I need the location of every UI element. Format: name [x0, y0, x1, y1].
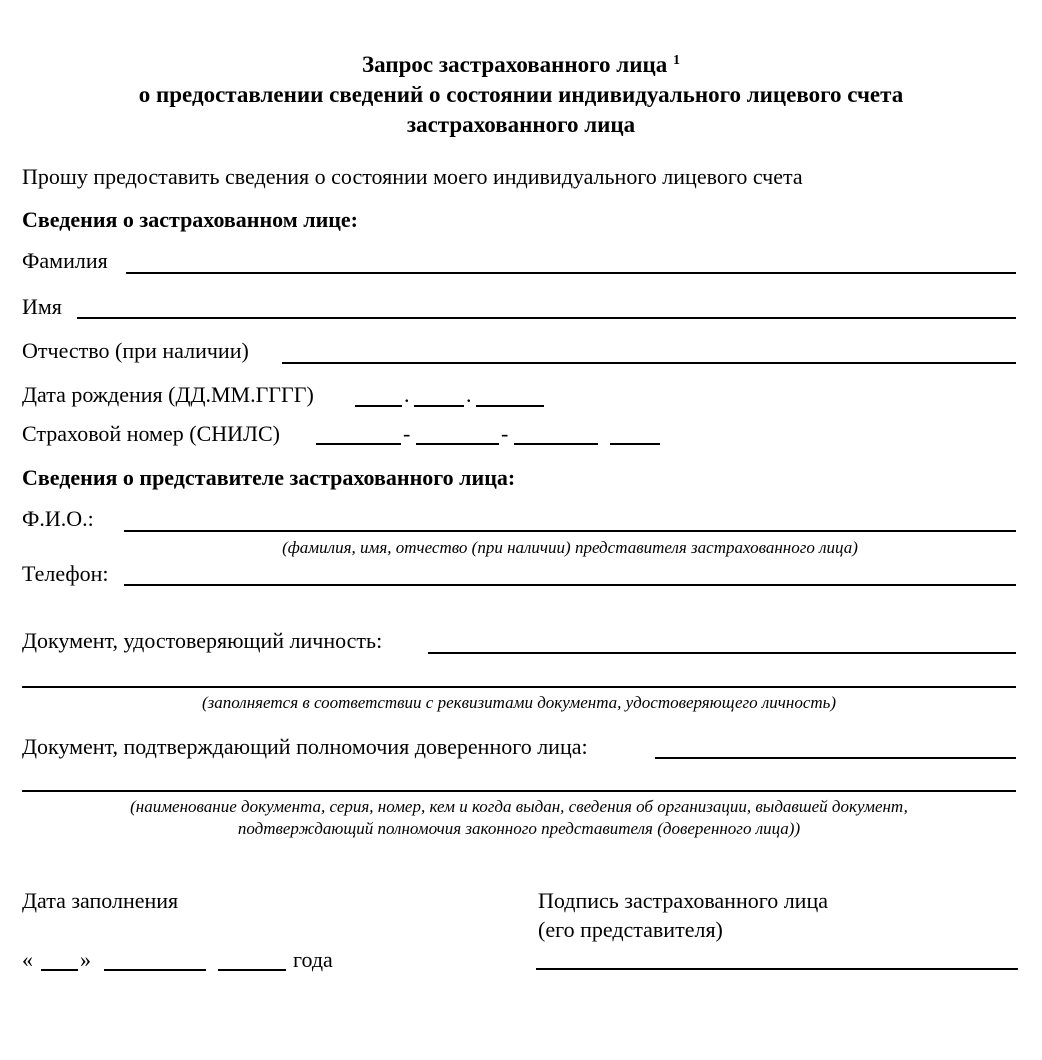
snils-part-2-field[interactable]	[416, 443, 499, 445]
birth-year-field[interactable]	[476, 405, 544, 407]
form-title-line-2: о предоставлении сведений о состоянии индивидуального лицевого счета	[138, 82, 904, 107]
form-title-line-1	[0, 50, 1042, 80]
snils-separator: -	[403, 421, 411, 446]
phone-label: Телефон:	[22, 561, 109, 586]
fill-date-label: Дата заполнения	[22, 888, 179, 913]
signature-field[interactable]	[536, 968, 1018, 970]
fill-day-field[interactable]	[41, 969, 78, 971]
fio-hint: (фамилия, имя, отчество (при наличии) представителя застрахованного лица)	[282, 538, 858, 557]
representative-heading: Сведения о представителе застрахованного лица:	[22, 465, 516, 490]
id-document-label: Документ, удостоверяющий личность:	[22, 628, 383, 653]
id-document-hint: (заполняется в соответствии с реквизитами документа, удостоверяющего личность)	[201, 693, 837, 712]
snils-part-1-field[interactable]	[316, 443, 401, 445]
birth-day-field[interactable]	[355, 405, 402, 407]
intro-text: Прошу предоставить сведения о состоянии моего индивидуального лицевого счета	[22, 164, 803, 189]
fill-month-field[interactable]	[104, 969, 206, 971]
snils-checksum-field[interactable]	[610, 443, 660, 445]
footnote-mark: 1	[672, 53, 680, 68]
snils-part-3-field[interactable]	[514, 443, 598, 445]
birth-date-separator: .	[404, 382, 410, 407]
id-document-field-continuation[interactable]	[22, 686, 1016, 688]
authority-document-hint-line-2: подтверждающий полномочия законного представителя (доверенного лица))	[237, 819, 801, 838]
date-quote-close: »	[80, 947, 91, 972]
fio-label: Ф.И.О.:	[22, 506, 94, 531]
authority-document-hint-line-1: (наименование документа, серия, номер, кем и когда выдан, сведения об организации, выдавшей документ,	[130, 797, 908, 816]
last-name-field[interactable]	[126, 272, 1016, 274]
signature-label-line-1: Подпись застрахованного лица	[538, 888, 828, 913]
birth-month-field[interactable]	[414, 405, 464, 407]
birth-date-label: Дата рождения (ДД.ММ.ГГГГ)	[22, 382, 314, 407]
first-name-field[interactable]	[77, 317, 1016, 319]
signature-label-line-2: (его представителя)	[538, 917, 723, 942]
authority-document-field[interactable]	[655, 757, 1016, 759]
form-title-line-3: застрахованного лица	[406, 112, 636, 137]
authority-document-field-continuation[interactable]	[22, 790, 1016, 792]
snils-label: Страховой номер (СНИЛС)	[22, 421, 280, 446]
form-title: Запрос застрахованного лица	[362, 52, 668, 77]
year-word: года	[293, 947, 333, 972]
authority-document-label: Документ, подтверждающий полномочия доверенного лица:	[22, 734, 588, 759]
insured-heading: Сведения о застрахованном лице:	[22, 207, 359, 232]
fill-year-field[interactable]	[218, 969, 286, 971]
last-name-label: Фамилия	[22, 248, 108, 273]
snils-separator: -	[501, 421, 509, 446]
patronymic-field[interactable]	[282, 362, 1016, 364]
fio-field[interactable]	[124, 530, 1016, 532]
patronymic-label: Отчество (при наличии)	[22, 338, 249, 363]
first-name-label: Имя	[22, 294, 62, 319]
phone-field[interactable]	[124, 584, 1016, 586]
date-quote-open: «	[22, 947, 33, 972]
id-document-field[interactable]	[428, 652, 1016, 654]
birth-date-separator: .	[466, 382, 472, 407]
